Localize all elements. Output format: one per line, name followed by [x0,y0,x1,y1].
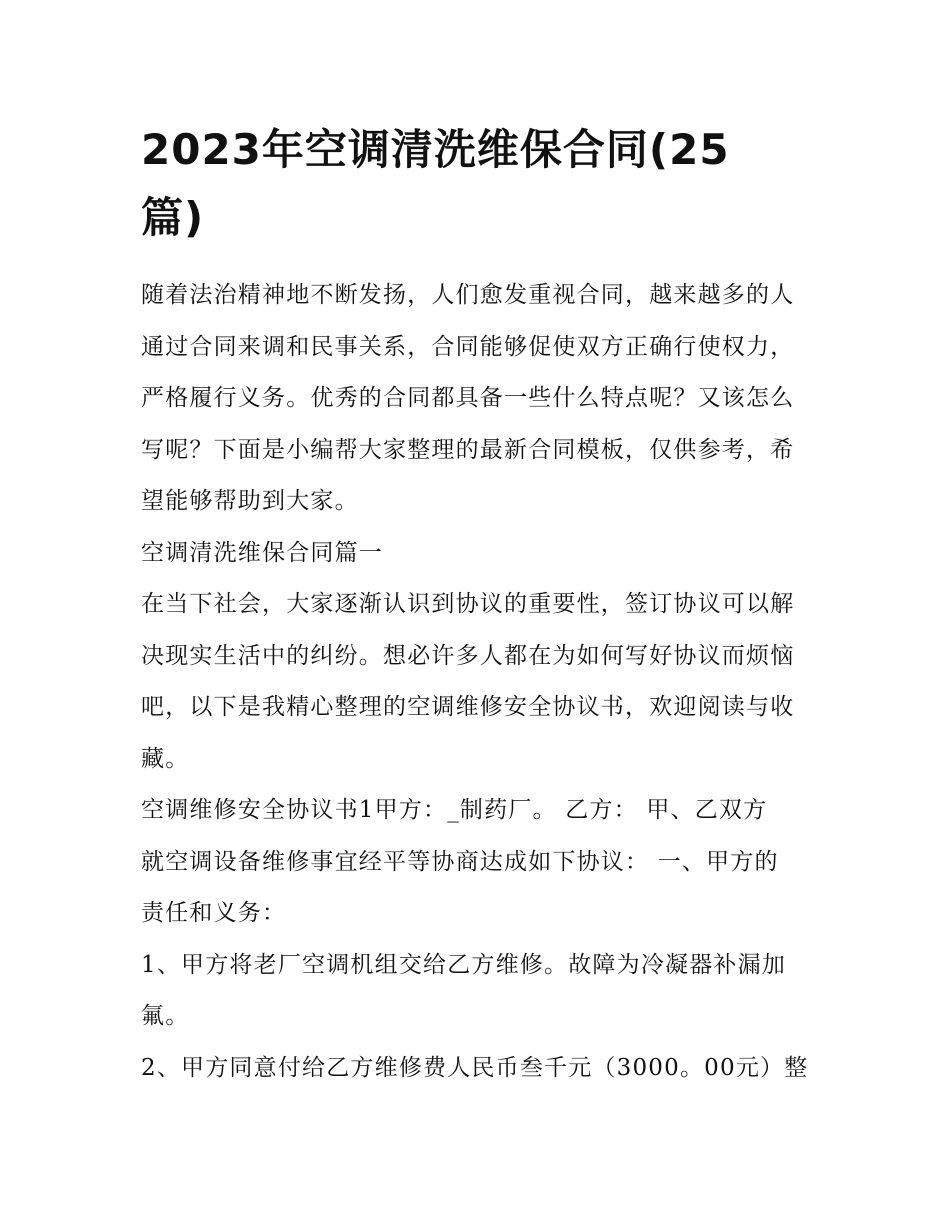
document-title [141,116,821,252]
context-paragraph [141,579,821,785]
text-line: 1、甲方将老厂空调机组交给乙方维修。故障为冷凝器补漏加 [141,951,787,978]
title-line: 2023年空调清洗维保合同(25 [141,125,730,174]
text-line: 氟。 [141,1003,190,1029]
text-line: 写呢？下面是小编帮大家整理的最新合同模板，仅供参考，希 [141,436,795,463]
list-item [141,1043,821,1095]
agreement-paragraph [141,785,821,940]
text-line: 就空调设备维修事宜经平等协商达成如下协议： 一、甲方的 [141,848,779,875]
text-line: 空调清洗维保合同篇一 [141,539,383,566]
text-line: 责任和义务： [141,900,287,926]
text-line: 望能够帮助到大家。 [141,488,359,514]
text-line: 随着法治精神地不断发扬，人们愈发重视合同，越来越多的人 [141,282,795,308]
text-line: 2、甲方同意付给乙方维修费人民币叁千元（3000。00元）整 [141,1054,809,1081]
text-line: 在当下社会，大家逐渐认识到协议的重要性，签订协议可以解 [141,591,795,617]
text-line: 空调维修安全协议书1甲方：_制药厂。 乙方： 甲、乙双方 [141,797,768,823]
text-line: 严格履行义务。优秀的合同都具备一些什么特点呢？又该怎么 [141,385,795,411]
document-body [141,270,821,1094]
text-line: 通过合同来调和民事关系，合同能够促使双方正确行使权力， [141,333,795,360]
document-content [141,116,821,1094]
text-line: 吧，以下是我精心整理的空调维修安全协议书，欢迎阅读与收 [141,694,795,720]
section-heading [141,528,821,580]
text-line: 藏。 [141,745,190,772]
title-line: 篇) [141,193,205,242]
text-line: 决现实生活中的纠纷。想必许多人都在为如何写好协议而烦恼 [141,642,795,669]
list-item [141,940,821,1043]
intro-paragraph [141,270,821,528]
